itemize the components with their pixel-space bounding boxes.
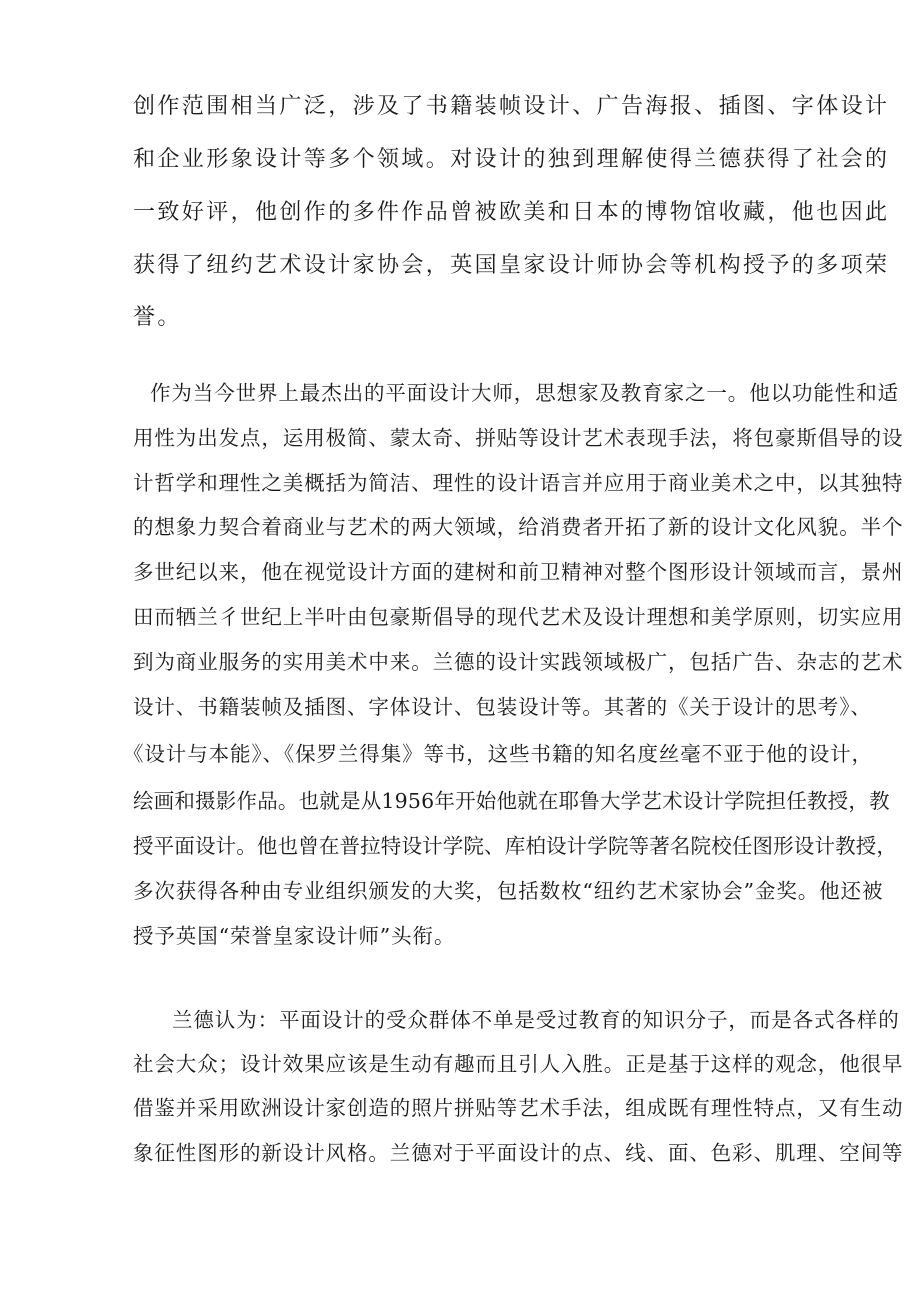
paragraph-line: 多次获得各种由专业组织颁发的大奖，包括数枚“纽约艺术家协会”金奖。他还被 — [133, 879, 884, 903]
paragraph-line: 到为商业服务的实用美术中来。兰德的设计实践领域极广，包括广告、杂志的艺术 — [133, 650, 904, 674]
paragraph-line: 授平面设计。他也曾在普拉特设计学院、库柏设计学院等著名院校任图形设计教授， — [133, 834, 898, 858]
paragraph-line: 创作范围相当广泛，涉及了书籍装帧设计、广告海报、插图、字体设计 — [133, 94, 890, 119]
paragraph-line: 和企业形象设计等多个领域。对设计的独到理解使得兰德获得了社会的 — [133, 147, 890, 172]
paragraph-line: 计哲学和理性之美概括为简洁、理性的设计语言并应用于商业美术之中，以其独特 — [133, 471, 904, 495]
paragraph-line: 借鉴并采用欧洲设计家创造的照片拼贴等艺术手法，组成既有理性特点，又有生动 — [133, 1096, 904, 1120]
paragraph-line: 授予英国“荣誉皇家设计师”头衔。 — [133, 924, 456, 948]
paragraph-line: 田而牺兰彳世纪上半叶由包豪斯倡导的现代艺术及设计理想和美学原则，切实应用 — [133, 605, 904, 629]
paragraph-line: 社会大众；设计效果应该是生动有趣而且引人入胜。正是基于这样的观念，他很早 — [133, 1052, 904, 1076]
paragraph-line: 一致好评，他创作的多件作品曾被欧美和日本的博物馆收藏，他也因此 — [133, 200, 890, 225]
paragraph-line: 用性为出发点，运用极简、蒙太奇、拼贴等设计艺术表现手法，将包豪斯倡导的设 — [133, 426, 904, 450]
paragraph-line: 绘画和摄影作品。也就是从1956年开始他就在耶鲁大学艺术设计学院担任教授，教 — [133, 789, 890, 813]
paragraph-line: 兰德认为：平面设计的受众群体不单是受过教育的知识分子，而是各式各样的 — [172, 1008, 900, 1032]
paragraph-line: 获得了纽约艺术设计家协会，英国皇家设计师协会等机构授予的多项荣 — [133, 253, 890, 278]
paragraph-line: 的想象力契合着商业与艺术的两大领域，给消费者开拓了新的设计文化风貌。半个 — [133, 515, 904, 539]
paragraph-line: 设计、书籍装帧及插图、字体设计、包装设计等。其著的《关于设计的思考》、 — [133, 695, 872, 719]
paragraph-line: 象征性图形的新设计风格。兰德对于平面设计的点、线、面、色彩、肌理、空间等 — [133, 1141, 904, 1165]
paragraph-line: 誉。 — [133, 305, 182, 330]
paragraph-line: 多世纪以来，他在视觉设计方面的建树和前卫精神对整个图形设计领域而言，景州 — [133, 560, 904, 584]
paragraph-line: 作为当今世界上最杰出的平面设计大师，思想家及教育家之一。他以功能性和适 — [150, 381, 899, 405]
paragraph-line: 《设计与本能》、《保罗兰得集》等书，这些书籍的知名度丝毫不亚于他的设计， — [123, 742, 873, 766]
